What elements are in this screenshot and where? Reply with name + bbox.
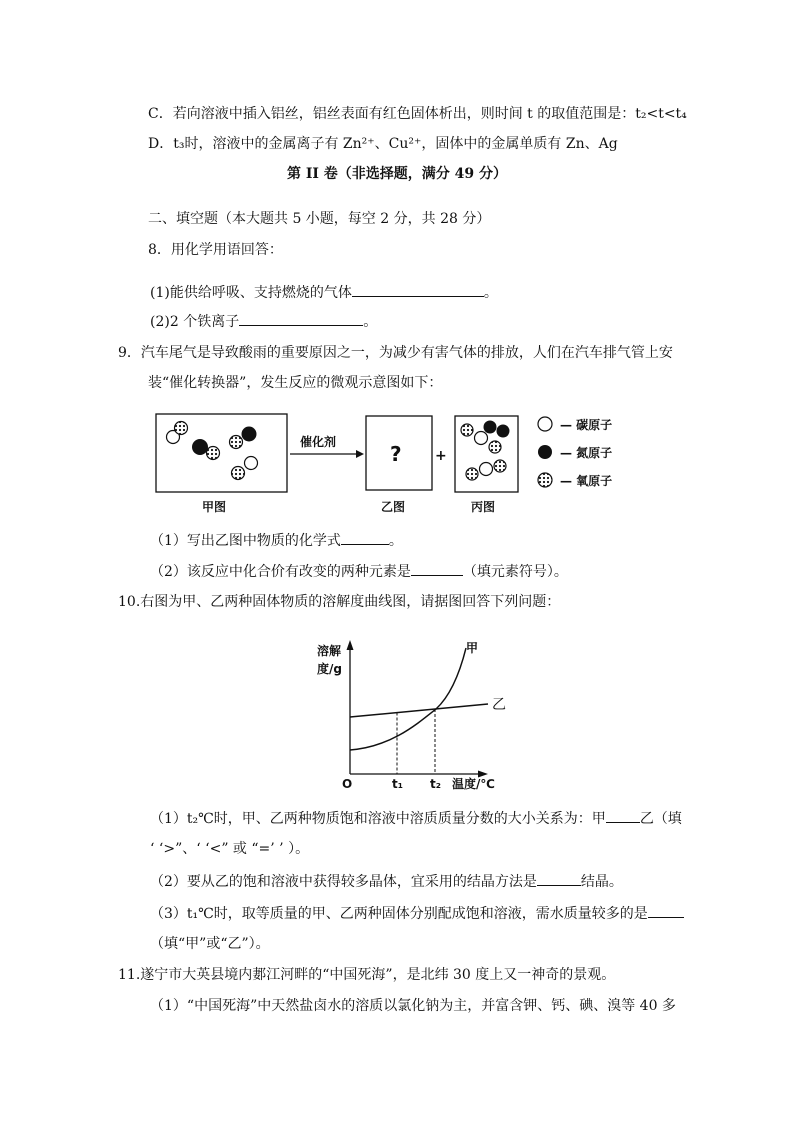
nitrogen-atom (484, 421, 497, 434)
question-9-cont: 装“催化转换器”，发生反应的微观示意图如下： (148, 375, 443, 391)
question-9-1 (150, 530, 403, 551)
question-8-1 (150, 282, 498, 303)
question-10: 10.右图为甲、乙两种固体物质的溶解度曲线图，请据图回答下列问题： (118, 594, 561, 610)
question-8: 8．用化学用语回答： (148, 242, 283, 258)
arrow-head (356, 450, 364, 458)
caption-bing: 丙图 (471, 500, 496, 514)
q9-1-end: 。 (388, 533, 403, 549)
y-label-1: 溶解 (317, 644, 342, 658)
answer-blank[interactable] (606, 808, 640, 823)
oxygen-atom (175, 422, 188, 435)
legend-oxygen-icon (538, 473, 552, 487)
question-10-1-cont: ‘ ‘>”、‘ ‘<” 或 “=’ ’ ）。 (150, 841, 310, 857)
q10-2-end: 结晶。 (580, 874, 623, 890)
part-heading: 二、填空题（本大题共 5 小题，每空 2 分，共 28 分） (148, 211, 491, 227)
q10-2-text: （2）要从乙的饱和溶液中获得较多晶体，宜采用的结晶方法是 (150, 874, 537, 890)
oxygen-atom (207, 447, 220, 460)
x-label: 温度/℃ (452, 777, 495, 791)
q10-1-end: 乙（填 (639, 811, 682, 827)
question-10-3 (150, 903, 684, 924)
question-10-1 (150, 808, 682, 829)
nitrogen-atom (497, 425, 510, 438)
carbon-atom (480, 463, 493, 476)
y-axis-arrow (347, 640, 354, 650)
curve-jia (350, 648, 466, 750)
question-11: 11.遂宁市大英县境内郪江河畔的“中国死海”，是北纬 30 度上又一神奇的景观。 (118, 967, 616, 983)
origin-label: O (342, 777, 353, 791)
q8-1-text: (1)能供给呼吸、支持燃烧的气体 (150, 285, 352, 301)
curve-yi (350, 704, 488, 717)
legend-nitrogen-icon (538, 445, 552, 459)
nitrogen-atom (192, 439, 208, 455)
option-c: C．若向溶液中插入铝丝，铝丝表面有红色固体析出，则时间 t 的取值范围是：t₂<t<t₄ (148, 106, 687, 122)
answer-blank[interactable] (239, 311, 363, 326)
legend-nitrogen: — 氮原子 (560, 446, 613, 460)
caption-jia: 甲图 (202, 500, 227, 514)
q9-2-text: （2）该反应中化合价有改变的两种元素是 (150, 564, 411, 580)
caption-yi: 乙图 (381, 500, 406, 514)
t2-label: t₂ (430, 777, 441, 791)
unknown-mark: ? (390, 442, 402, 466)
legend-carbon-icon (538, 417, 552, 431)
q8-1-end: 。 (483, 285, 498, 301)
option-d: D．t₃时，溶液中的金属离子有 Zn²⁺、Cu²⁺，固体中的金属单质有 Zn、Ag (148, 136, 618, 152)
nitrogen-atom (242, 427, 257, 442)
q9-1-text: （1）写出乙图中物质的化学式 (150, 533, 341, 549)
q10-1-text: （1）t₂℃时，甲、乙两种物质饱和溶液中溶质质量分数的大小关系为：甲 (150, 811, 606, 827)
question-8-2 (150, 311, 377, 332)
question-11-1: （1）“中国死海”中天然盐卤水的溶质以氯化钠为主，并富含钾、钙、碘、溴等 40 多 (150, 998, 676, 1014)
q8-2-end: 。 (363, 314, 378, 330)
oxygen-atom (466, 468, 478, 480)
carbon-atom (245, 457, 258, 470)
oxygen-atom (489, 441, 501, 453)
carbon-atom (475, 432, 488, 445)
answer-blank[interactable] (341, 530, 389, 545)
q10-3-text: （3）t₁℃时，取等质量的甲、乙两种固体分别配成饱和溶液，需水质量较多的是 (150, 906, 648, 922)
plus-sign: + (435, 448, 447, 464)
question-9: 9．汽车尾气是导致酸雨的重要原因之一，为减少有害气体的排放，人们在汽车排气管上安 (118, 345, 673, 361)
oxygen-atom (461, 424, 473, 436)
legend-oxygen: — 氧原子 (560, 474, 613, 488)
reaction-diagram (150, 408, 630, 518)
legend-carbon: — 碳原子 (560, 418, 613, 432)
answer-blank[interactable] (352, 282, 484, 297)
y-label-2: 度/g (317, 662, 342, 676)
oxygen-atom (494, 460, 506, 472)
question-10-2 (150, 871, 623, 892)
oxygen-atom (230, 436, 243, 449)
q9-2-end: （填元素符号）。 (462, 564, 568, 580)
solubility-graph (300, 632, 520, 792)
answer-blank[interactable] (648, 903, 684, 918)
q8-2-text: (2)2 个铁离子 (150, 314, 240, 330)
question-10-3-cont: （填“甲”或“乙”）。 (150, 936, 270, 952)
curve-yi-label: 乙 (492, 697, 506, 713)
curve-jia-label: 甲 (466, 641, 479, 655)
question-9-2 (150, 561, 568, 582)
catalyst-label: 催化剂 (300, 435, 337, 449)
t1-label: t₁ (392, 777, 403, 791)
section-title: 第 II 卷（非选择题，满分 49 分） (286, 166, 508, 182)
answer-blank[interactable] (411, 561, 463, 576)
oxygen-atom (232, 467, 245, 480)
answer-blank[interactable] (537, 871, 581, 886)
